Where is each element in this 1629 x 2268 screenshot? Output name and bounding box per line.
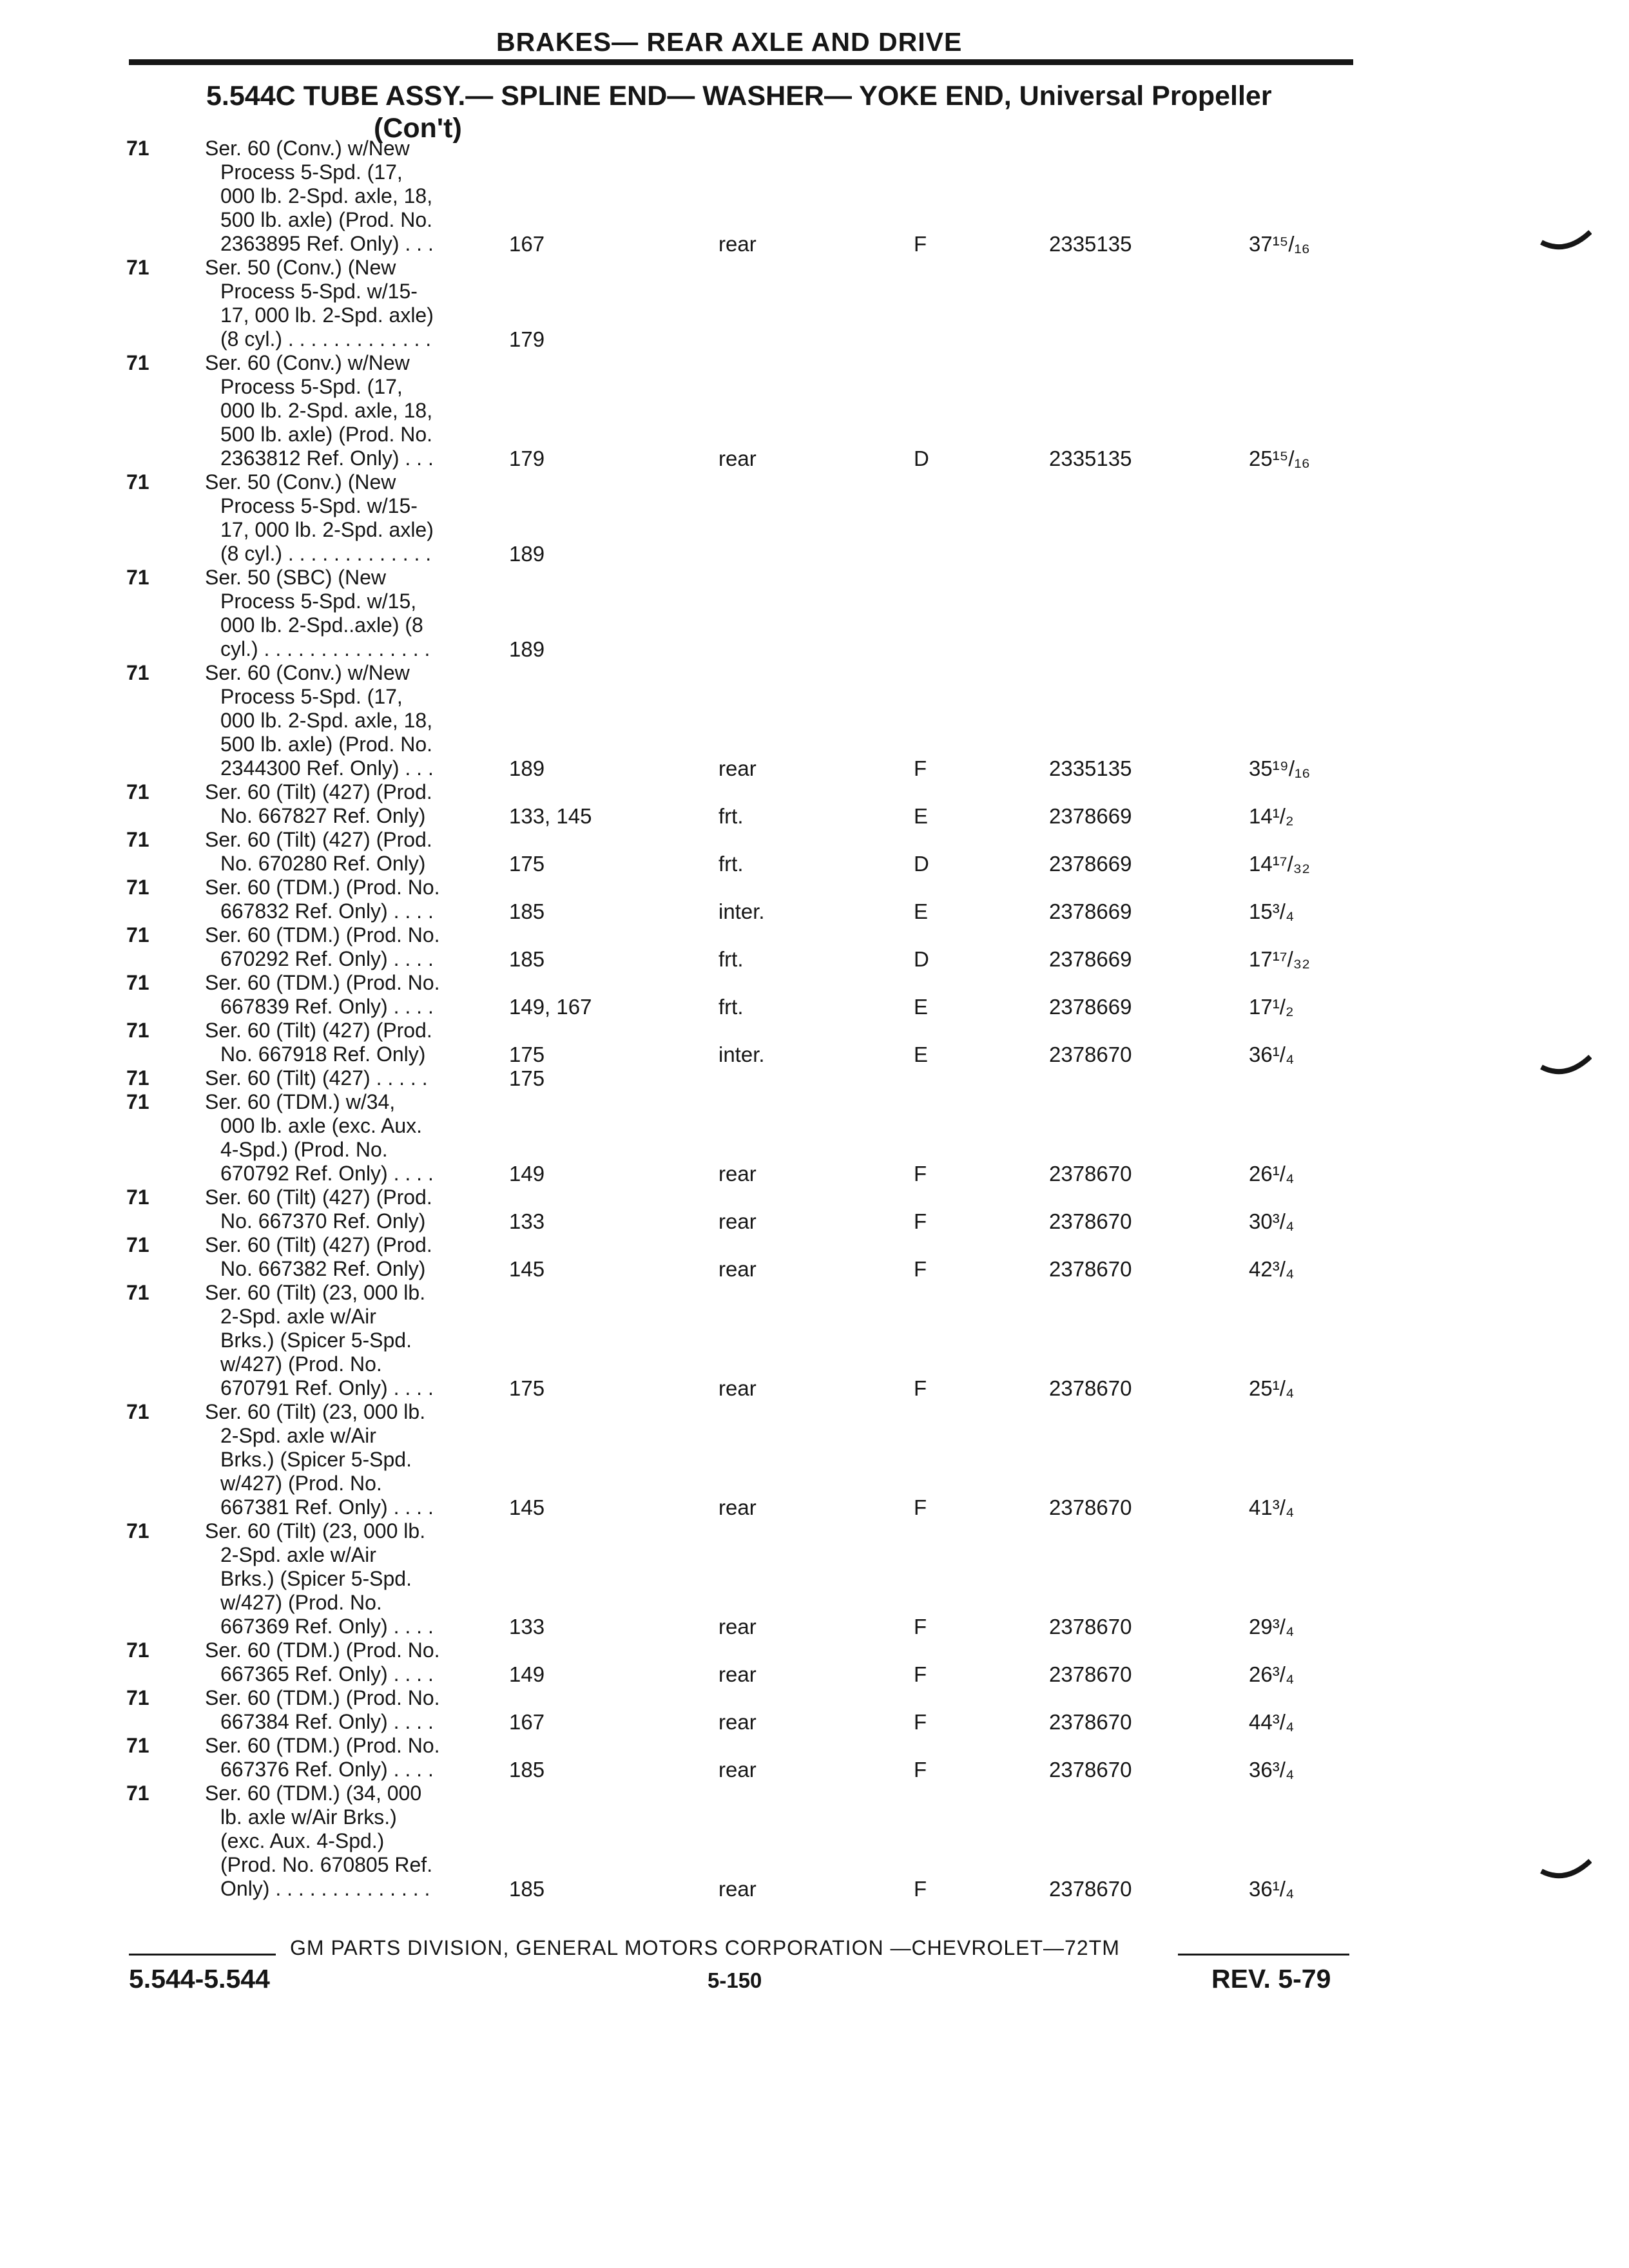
description-line: 667376 Ref. Only) . . . . [220, 1758, 434, 1781]
code-value: E [914, 995, 929, 1019]
location-value: rear [718, 447, 757, 470]
wheelbase-value: 133 [509, 1209, 545, 1233]
description-line: 2-Spd. axle w/Air [220, 1305, 376, 1328]
code-value: F [914, 756, 927, 780]
row-values [0, 327, 1629, 351]
location-value: frt. [718, 804, 744, 828]
code-value: E [914, 1043, 929, 1066]
table-row [0, 566, 1629, 661]
model-year: 71 [126, 566, 149, 589]
description-line: 667832 Ref. Only) . . . . [220, 899, 434, 923]
length-value: 37¹⁵/₁₆ [1249, 232, 1310, 256]
yoke-part-number: 2378669 [1049, 852, 1132, 876]
wheelbase-value: 185 [509, 1877, 545, 1901]
description-line: 17, 000 lb. 2-Spd. axle) [220, 518, 434, 541]
description-line: 667839 Ref. Only) . . . . [220, 995, 434, 1018]
margin-check-mark [1540, 227, 1592, 253]
description-line: Process 5-Spd. (17, [220, 160, 403, 184]
description-line: w/427) (Prod. No. [220, 1472, 382, 1495]
row-values [0, 1209, 1629, 1233]
length-value: 26¹/₄ [1249, 1162, 1295, 1186]
location-value: rear [718, 1495, 757, 1519]
description-line: Ser. 50 (SBC) (New [205, 566, 386, 589]
code-value: F [914, 1162, 927, 1186]
code-value: E [914, 899, 929, 923]
code-value: D [914, 447, 929, 470]
description-line: Ser. 60 (Conv.) w/New [205, 661, 410, 684]
length-value: 29³/₄ [1249, 1615, 1295, 1639]
description-line: Ser. 60 (Tilt) (427) (Prod. [205, 828, 432, 851]
code-value: F [914, 1495, 927, 1519]
model-year: 71 [126, 1400, 149, 1423]
location-value: rear [718, 1758, 757, 1782]
description-line: 670292 Ref. Only) . . . . [220, 947, 434, 970]
code-value: E [914, 804, 929, 828]
section-title [206, 80, 1360, 144]
description-line: No. 667370 Ref. Only) [220, 1209, 426, 1233]
row-values [0, 804, 1629, 828]
location-value: rear [718, 1662, 757, 1686]
footer-rule-right [1178, 1954, 1349, 1956]
table-row [0, 876, 1629, 923]
description-line: 500 lb. axle) (Prod. No. [220, 208, 433, 231]
description-line: 17, 000 lb. 2-Spd. axle) [220, 303, 434, 327]
margin-check-mark [1540, 1052, 1592, 1077]
margin-check-mark [1540, 1856, 1592, 1881]
row-values [0, 1662, 1629, 1686]
code-value: F [914, 1662, 927, 1686]
yoke-part-number: 2378669 [1049, 899, 1132, 923]
yoke-part-number: 2335135 [1049, 756, 1132, 780]
table-row [0, 256, 1629, 351]
location-value: inter. [718, 1043, 765, 1066]
row-values [0, 852, 1629, 876]
wheelbase-value: 133, 145 [509, 804, 592, 828]
yoke-part-number: 2378670 [1049, 1257, 1132, 1281]
table-row [0, 1281, 1629, 1400]
description-line: Ser. 60 (Tilt) (427) (Prod. [205, 1186, 432, 1209]
description-line: Ser. 60 (Tilt) (23, 000 lb. [205, 1400, 426, 1423]
yoke-part-number: 2378670 [1049, 1877, 1132, 1901]
wheelbase-value: 189 [509, 542, 545, 566]
description-line: Ser. 60 (TDM.) (Prod. No. [205, 876, 440, 899]
model-year: 71 [126, 876, 149, 899]
location-value: frt. [718, 995, 744, 1019]
description-line: Ser. 60 (Tilt) (23, 000 lb. [205, 1519, 426, 1542]
wheelbase-value: 145 [509, 1257, 545, 1281]
code-value: D [914, 852, 929, 876]
footer-rule-left [129, 1954, 276, 1956]
yoke-part-number: 2378670 [1049, 1162, 1132, 1186]
table-row [0, 1186, 1629, 1233]
length-value: 15³/₄ [1249, 899, 1295, 923]
row-values [0, 899, 1629, 923]
description-line: (exc. Aux. 4-Spd.) [220, 1829, 385, 1852]
length-value: 44³/₄ [1249, 1710, 1295, 1734]
description-line: 667381 Ref. Only) . . . . [220, 1495, 434, 1519]
description-line: (Prod. No. 670805 Ref. [220, 1853, 433, 1876]
row-values [0, 1043, 1629, 1066]
description-line: Process 5-Spd. w/15- [220, 280, 418, 303]
row-values [0, 1615, 1629, 1639]
description-line: Brks.) (Spicer 5-Spd. [220, 1329, 412, 1352]
parts-table [0, 137, 1629, 1901]
length-value: 17¹/₂ [1249, 995, 1294, 1019]
table-row [0, 351, 1629, 470]
length-value: 14¹⁷/₃₂ [1249, 852, 1311, 876]
location-value: frt. [718, 947, 744, 971]
table-row [0, 780, 1629, 828]
description-line: 000 lb. 2-Spd..axle) (8 [220, 613, 423, 637]
description-line: Ser. 60 (TDM.) (Prod. No. [205, 971, 440, 994]
description-line: Ser. 60 (Tilt) (427) (Prod. [205, 1233, 432, 1256]
description-line: 667384 Ref. Only) . . . . [220, 1710, 434, 1733]
footer-revision: REV. 5-79 [1211, 1964, 1331, 1994]
table-row [0, 470, 1629, 566]
description-line: cyl.) . . . . . . . . . . . . . . . [220, 637, 430, 660]
code-value: F [914, 1257, 927, 1281]
location-value: rear [718, 1710, 757, 1734]
table-row [0, 1782, 1629, 1901]
wheelbase-value: 175 [509, 1376, 545, 1400]
location-value: rear [718, 756, 757, 780]
length-value: 42³/₄ [1249, 1257, 1295, 1281]
model-year: 71 [126, 828, 149, 851]
footer-section-range: 5.544-5.544 [129, 1964, 270, 1994]
wheelbase-value: 145 [509, 1495, 545, 1519]
length-value: 25¹⁵/₁₆ [1249, 447, 1310, 470]
footer-corporation: GM PARTS DIVISION, GENERAL MOTORS CORPORATION —CHEVROLET—72TM [290, 1936, 1120, 1959]
model-year: 71 [126, 351, 149, 374]
wheelbase-value: 185 [509, 947, 545, 971]
location-value: rear [718, 1162, 757, 1186]
description-line: w/427) (Prod. No. [220, 1352, 382, 1376]
code-value: F [914, 1209, 927, 1233]
wheelbase-value: 185 [509, 899, 545, 923]
table-row [0, 1066, 1629, 1090]
row-values [0, 542, 1629, 566]
description-line: Ser. 60 (TDM.) w/34, [205, 1090, 396, 1113]
model-year: 71 [126, 1734, 149, 1757]
code-value: F [914, 1376, 927, 1400]
description-line: 000 lb. 2-Spd. axle, 18, [220, 709, 433, 732]
description-line: lb. axle w/Air Brks.) [220, 1805, 397, 1829]
row-values [0, 232, 1629, 256]
description-line: Ser. 60 (Tilt) (23, 000 lb. [205, 1281, 426, 1304]
length-value: 25¹/₄ [1249, 1376, 1295, 1400]
yoke-part-number: 2378670 [1049, 1662, 1132, 1686]
header-rule [129, 59, 1353, 65]
table-row [0, 1639, 1629, 1686]
model-year: 71 [126, 1233, 149, 1256]
description-line: 667365 Ref. Only) . . . . [220, 1662, 434, 1686]
description-line: 4-Spd.) (Prod. No. [220, 1138, 388, 1161]
wheelbase-value: 133 [509, 1615, 545, 1639]
description-line: Ser. 50 (Conv.) (New [205, 256, 396, 279]
description-line: No. 667382 Ref. Only) [220, 1257, 426, 1280]
description-line: 000 lb. axle (exc. Aux. [220, 1114, 423, 1137]
row-values [0, 1877, 1629, 1901]
code-value: F [914, 1877, 927, 1901]
wheelbase-value: 189 [509, 637, 545, 661]
description-line: Brks.) (Spicer 5-Spd. [220, 1567, 412, 1590]
model-year: 71 [126, 137, 149, 160]
model-year: 71 [126, 971, 149, 994]
wheelbase-value: 149, 167 [509, 995, 592, 1019]
length-value: 36¹/₄ [1249, 1043, 1295, 1066]
code-value: D [914, 947, 929, 971]
footer-page-number: 5-150 [708, 1968, 762, 1992]
yoke-part-number: 2378670 [1049, 1758, 1132, 1782]
description-line: Ser. 60 (TDM.) (34, 000 [205, 1782, 422, 1805]
description-line: Ser. 60 (Conv.) w/New [205, 137, 410, 160]
section-title-text: 5.544C TUBE ASSY.— SPLINE END— WASHER— YOKE END, Universal Propeller [206, 81, 1272, 111]
description-line: 500 lb. axle) (Prod. No. [220, 423, 433, 446]
row-values [0, 947, 1629, 971]
description-line: (8 cyl.) . . . . . . . . . . . . . [220, 327, 432, 351]
row-values [0, 1758, 1629, 1782]
yoke-part-number: 2378669 [1049, 804, 1132, 828]
model-year: 71 [126, 1019, 149, 1042]
table-row [0, 661, 1629, 780]
model-year: 71 [126, 1186, 149, 1209]
row-values [0, 1162, 1629, 1186]
description-line: Process 5-Spd. (17, [220, 685, 403, 708]
model-year: 71 [126, 1686, 149, 1709]
length-value: 26³/₄ [1249, 1662, 1295, 1686]
length-value: 14¹/₂ [1249, 804, 1294, 828]
wheelbase-value: 185 [509, 1758, 545, 1782]
model-year: 71 [126, 923, 149, 947]
description-line: Brks.) (Spicer 5-Spd. [220, 1448, 412, 1471]
description-line: 2363812 Ref. Only) . . . [220, 447, 434, 470]
length-value: 17¹⁷/₃₂ [1249, 947, 1311, 971]
description-line: Ser. 60 (Tilt) (427) . . . . . [205, 1066, 428, 1090]
length-value: 35¹⁹/₁₆ [1249, 756, 1311, 780]
length-value: 36³/₄ [1249, 1758, 1295, 1782]
wheelbase-value: 179 [509, 447, 545, 470]
row-values [0, 447, 1629, 470]
description-line: Ser. 60 (TDM.) (Prod. No. [205, 1639, 440, 1662]
description-line: Ser. 60 (Tilt) (427) (Prod. [205, 780, 432, 803]
row-values [0, 1495, 1629, 1519]
row-values [0, 1257, 1629, 1281]
row-values [0, 1066, 1629, 1090]
description-line: Process 5-Spd. w/15- [220, 494, 418, 517]
description-line: Process 5-Spd. w/15, [220, 590, 417, 613]
description-line: Ser. 60 (Tilt) (427) (Prod. [205, 1019, 432, 1042]
location-value: rear [718, 1615, 757, 1639]
description-line: w/427) (Prod. No. [220, 1591, 382, 1614]
wheelbase-value: 179 [509, 327, 545, 351]
description-line: 670791 Ref. Only) . . . . [220, 1376, 434, 1399]
row-values [0, 756, 1629, 780]
table-row [0, 1686, 1629, 1734]
wheelbase-value: 149 [509, 1162, 545, 1186]
model-year: 71 [126, 256, 149, 279]
description-line: Ser. 60 (TDM.) (Prod. No. [205, 923, 440, 947]
wheelbase-value: 189 [509, 756, 545, 780]
model-year: 71 [126, 1519, 149, 1542]
yoke-part-number: 2378670 [1049, 1710, 1132, 1734]
code-value: F [914, 1710, 927, 1734]
description-line: Only) . . . . . . . . . . . . . . [220, 1877, 430, 1900]
table-row [0, 828, 1629, 876]
row-values [0, 1710, 1629, 1734]
wheelbase-value: 167 [509, 1710, 545, 1734]
description-line: 2344300 Ref. Only) . . . [220, 756, 434, 780]
description-line: 000 lb. 2-Spd. axle, 18, [220, 184, 433, 207]
description-line: 2-Spd. axle w/Air [220, 1543, 376, 1566]
yoke-part-number: 2335135 [1049, 447, 1132, 470]
model-year: 71 [126, 1090, 149, 1113]
table-row [0, 971, 1629, 1019]
length-value: 36¹/₄ [1249, 1877, 1295, 1901]
row-values [0, 1376, 1629, 1400]
model-year: 71 [126, 470, 149, 494]
description-line: No. 667918 Ref. Only) [220, 1043, 426, 1066]
wheelbase-value: 175 [509, 1043, 545, 1066]
yoke-part-number: 2378670 [1049, 1376, 1132, 1400]
description-line: No. 670280 Ref. Only) [220, 852, 426, 875]
code-value: F [914, 1758, 927, 1782]
wheelbase-value: 175 [509, 852, 545, 876]
yoke-part-number: 2378670 [1049, 1043, 1132, 1066]
wheelbase-value: 149 [509, 1662, 545, 1686]
description-line: 670792 Ref. Only) . . . . [220, 1162, 434, 1185]
table-row [0, 1519, 1629, 1639]
description-line: 000 lb. 2-Spd. axle, 18, [220, 399, 433, 422]
table-row [0, 1734, 1629, 1782]
length-value: 41³/₄ [1249, 1495, 1295, 1519]
yoke-part-number: 2378670 [1049, 1495, 1132, 1519]
wheelbase-value: 167 [509, 232, 545, 256]
description-line: Ser. 60 (TDM.) (Prod. No. [205, 1686, 440, 1709]
description-line: 2-Spd. axle w/Air [220, 1424, 376, 1447]
description-line: 2363895 Ref. Only) . . . [220, 232, 434, 255]
description-line: Process 5-Spd. (17, [220, 375, 403, 398]
table-row [0, 1019, 1629, 1066]
row-values [0, 637, 1629, 661]
table-row [0, 923, 1629, 971]
location-value: rear [718, 1376, 757, 1400]
row-values [0, 995, 1629, 1019]
location-value: inter. [718, 899, 765, 923]
yoke-part-number: 2378670 [1049, 1615, 1132, 1639]
model-year: 71 [126, 1281, 149, 1304]
model-year: 71 [126, 1639, 149, 1662]
yoke-part-number: 2335135 [1049, 232, 1132, 256]
yoke-part-number: 2378669 [1049, 995, 1132, 1019]
location-value: rear [718, 1209, 757, 1233]
wheelbase-value: 175 [509, 1066, 545, 1090]
code-value: F [914, 232, 927, 256]
description-line: Ser. 60 (Conv.) w/New [205, 351, 410, 374]
model-year: 71 [126, 1066, 149, 1090]
yoke-part-number: 2378669 [1049, 947, 1132, 971]
location-value: frt. [718, 852, 744, 876]
description-line: 667369 Ref. Only) . . . . [220, 1615, 434, 1638]
description-line: (8 cyl.) . . . . . . . . . . . . . [220, 542, 432, 565]
model-year: 71 [126, 1782, 149, 1805]
model-year: 71 [126, 780, 149, 803]
table-row [0, 1090, 1629, 1186]
table-row [0, 137, 1629, 256]
description-line: Ser. 60 (TDM.) (Prod. No. [205, 1734, 440, 1757]
table-row [0, 1233, 1629, 1281]
table-row [0, 1400, 1629, 1519]
location-value: rear [718, 1257, 757, 1281]
length-value: 30³/₄ [1249, 1209, 1295, 1233]
code-value: F [914, 1615, 927, 1639]
model-year: 71 [126, 661, 149, 684]
yoke-part-number: 2378670 [1049, 1209, 1132, 1233]
description-line: 500 lb. axle) (Prod. No. [220, 733, 433, 756]
location-value: rear [718, 1877, 757, 1901]
location-value: rear [718, 232, 757, 256]
description-line: No. 667827 Ref. Only) [220, 804, 426, 827]
description-line: Ser. 50 (Conv.) (New [205, 470, 396, 494]
page-header-title: BRAKES— REAR AXLE AND DRIVE [496, 27, 963, 57]
section-continued: (Con't) [374, 113, 462, 144]
